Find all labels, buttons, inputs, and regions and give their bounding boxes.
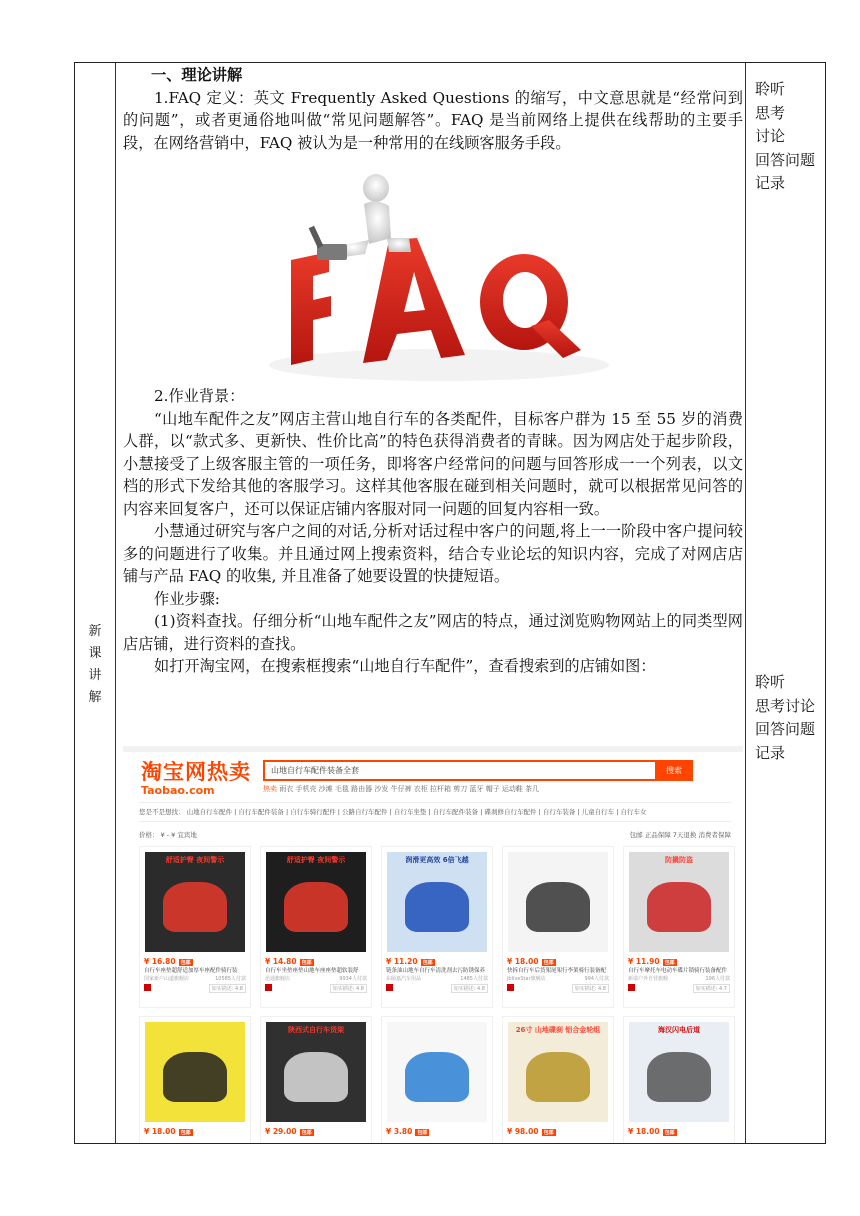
- price-tag: 包邮: [664, 1130, 675, 1136]
- product-price: [140, 1127, 250, 1136]
- product-title[interactable]: 自行车摩托车电动车碟片锁骑行装备配件: [628, 968, 728, 974]
- price-filter[interactable]: 价格： ¥ - ¥ 宜宾地: [139, 831, 197, 839]
- rating-select[interactable]: 如实描述: 4.7: [693, 984, 730, 993]
- product-image[interactable]: [145, 1022, 245, 1122]
- faq-figure-icon: [269, 160, 609, 382]
- activity-list-top: [755, 78, 821, 196]
- product-rating: [503, 983, 613, 995]
- product-shape: [647, 882, 711, 932]
- price-tag: 包邮: [301, 1130, 312, 1136]
- lesson-table: [74, 62, 826, 1144]
- activity-item: 聆听: [755, 673, 786, 691]
- sales-count: 9934人付款: [339, 976, 367, 982]
- product-shape: [647, 1052, 711, 1102]
- product-title[interactable]: 自行车坐垫座垫山地车座座垫超软装舒: [265, 968, 359, 974]
- price-tag: 包邮: [422, 960, 433, 966]
- tmall-icon: [144, 984, 151, 991]
- product-card[interactable]: [139, 846, 251, 1008]
- activity-item: 聆听: [755, 80, 786, 98]
- product-image[interactable]: [266, 852, 366, 952]
- step-1-example: 如打开淘宝网，在搜索框搜索“山地自行车配件”，查看搜索到的店铺如图：: [154, 657, 656, 675]
- search-input[interactable]: 山地自行车配件装备全套: [263, 760, 663, 781]
- product-price: [140, 957, 250, 966]
- product-shape: [163, 1052, 227, 1102]
- product-title[interactable]: 快拆自行车后货架尾架行李架骑行装备配: [507, 968, 607, 974]
- product-rating: [382, 983, 492, 995]
- taobao-logo: [141, 756, 251, 797]
- product-rating: [140, 983, 250, 995]
- product-banner: 舒适护臀 夜间警示: [165, 856, 225, 864]
- price-value: ¥ 18.00: [144, 1127, 176, 1136]
- product-shape: [526, 1052, 590, 1102]
- price-tag: 包邮: [417, 1130, 428, 1136]
- shop-name[interactable]: 新瑞户外自营旗舰: [628, 976, 669, 982]
- tmall-icon: [386, 984, 393, 991]
- product-card[interactable]: [381, 846, 493, 1008]
- rating-select[interactable]: 如实描述: 4.8: [451, 984, 488, 993]
- product-shop[interactable]: [140, 974, 250, 983]
- section-title: 一、理论讲解: [151, 66, 243, 84]
- search-button[interactable]: 搜索: [655, 760, 693, 781]
- product-card[interactable]: [139, 1016, 251, 1142]
- price-value: ¥ 3.80: [386, 1127, 413, 1136]
- category-suggestions[interactable]: 您是不是想找： 山地自行车配件 | 自行车配件装备 | 自行车骑行配件 | 公路自行车配件 | 自行车坐垫 | 自行车配件装备 | 碟刹修自行车配件 | 自行车装备 | 儿童自行车 | 自行车女: [139, 802, 731, 822]
- faq-definition-paragraph: 1.FAQ 定义：英文 Frequently Asked Questions 的缩写，中文意思就是“经常问到的问题”，或者更通俗地叫做“常见问题解答”。FAQ 是当前网络上提供在线帮助的主要手段，在网络营销中，FAQ 被认为是一种常用的在线顾客服务手段。: [123, 88, 743, 152]
- section-label: [75, 621, 115, 709]
- activity-item: 记录: [755, 743, 786, 762]
- product-image[interactable]: [508, 1022, 608, 1122]
- shop-name[interactable]: jbliveStar旗舰店: [507, 976, 546, 982]
- product-shop[interactable]: [382, 974, 492, 983]
- tmall-icon: [628, 984, 635, 991]
- price-value: ¥ 18.00: [507, 957, 539, 966]
- price-tag: 包邮: [664, 960, 675, 966]
- product-shape: [405, 882, 469, 932]
- price-tag: 包邮: [180, 960, 191, 966]
- product-shape: [405, 1052, 469, 1102]
- product-card[interactable]: [502, 1016, 614, 1142]
- price-value: ¥ 11.90: [628, 957, 660, 966]
- product-banner: 海汉闪电后道: [658, 1026, 700, 1034]
- product-price: [624, 1127, 734, 1136]
- sales-count: 994人付款: [584, 976, 609, 982]
- service-filters[interactable]: 包邮 正品保障 7天退换 消费者保障: [629, 831, 731, 839]
- product-shop[interactable]: [624, 974, 734, 983]
- tmall-icon: [265, 984, 272, 991]
- product-price: [624, 957, 734, 966]
- label-char: 新: [88, 624, 102, 639]
- price-value: ¥ 14.80: [265, 957, 297, 966]
- product-card[interactable]: [502, 846, 614, 1008]
- label-char: 课: [88, 646, 102, 661]
- product-title[interactable]: 链条油山地车自行车清洗剂去污防锈保养: [386, 968, 486, 974]
- product-card[interactable]: [623, 1016, 735, 1142]
- activity-item: 思考: [755, 103, 786, 122]
- product-banner: 舒适护臀 夜间警示: [286, 856, 346, 864]
- sales-count: 1485人付款: [460, 976, 488, 982]
- product-banner: 陕西式自行车货架: [288, 1026, 344, 1034]
- hot-links[interactable]: 雨衣 手机壳 沙滩 毛毯 路由器 沙发 牛仔裤 衣柜 拉杆箱 剪刀 蓝牙 帽子 运动鞋 茶几: [279, 785, 540, 793]
- step-1-paragraph: (1)资料查找。仔细分析“山地车配件之友”网店的特点，通过浏览购物网站上的同类型网店店铺，进行资料的查找。: [123, 612, 743, 653]
- price-value: ¥ 98.00: [507, 1127, 539, 1136]
- product-card[interactable]: [260, 846, 372, 1008]
- product-card[interactable]: [381, 1016, 493, 1142]
- price-tag: 包邮: [543, 1130, 554, 1136]
- product-shape: [526, 882, 590, 932]
- price-value: ¥ 11.20: [386, 957, 418, 966]
- product-image[interactable]: [145, 852, 245, 952]
- product-price: [261, 957, 371, 966]
- product-shop[interactable]: [503, 974, 613, 983]
- top-bar: [123, 746, 743, 752]
- steps-title: 作业步骤:: [154, 589, 220, 608]
- logo-subtext: Taobao.com: [141, 784, 215, 797]
- product-shape: [284, 1052, 348, 1102]
- price-value: ¥ 29.00: [265, 1127, 297, 1136]
- hot-label: 热卖: [263, 785, 277, 793]
- collection-paragraph: 小慧通过研究与客户之间的对话,分析对话过程中客户的问题,将上一一阶段中客户提问较多的问题进行了收集。并且通过网上搜索资料，结合专业论坛的知识内容，完成了对网店店铺与产品 FAQ 的收集, 并且准备了她要设置的快捷短语。: [123, 522, 743, 585]
- lesson-content: [123, 63, 743, 678]
- product-card[interactable]: [623, 846, 735, 1008]
- sales-count: 196人付款: [705, 976, 730, 982]
- product-title[interactable]: 自行车座垫超舒适加厚车座配件骑行装: [144, 968, 238, 974]
- product-image[interactable]: [266, 1022, 366, 1122]
- price-value: ¥ 18.00: [628, 1127, 660, 1136]
- product-price: [503, 1127, 613, 1136]
- background-paragraph: “山地车配件之友”网店主营山地自行车的各类配件，目标客户群为 15 至 55 岁的消费人群，以“款式多、更新快、性价比高”的特色获得消费者的青睐。因为网店处于起步阶段，小慧接受了上级客服主管的一项任务，即将客户经常问的问题与回答形成一一个列表，以文档的形式下发给其他的客服学习。这样其他客服在碰到相关问题时，就可以根据常见问答的内容来回复客户，还可以保证店铺内客服对同一问题的回复内容相一致。: [123, 409, 743, 518]
- product-shape: [284, 882, 348, 932]
- price-value: ¥ 16.80: [144, 957, 176, 966]
- column-divider: [745, 63, 746, 1143]
- product-banner: 26寸 山地碟刹 铝合金轮组: [515, 1026, 601, 1034]
- product-price: [261, 1127, 371, 1136]
- background-title: 2.作业背景：: [154, 387, 245, 405]
- product-banner: 润滑更高效 6倍飞越: [405, 856, 469, 864]
- filter-bar: [139, 828, 731, 842]
- label-char: 讲: [88, 668, 102, 683]
- rating-select[interactable]: 如实描述: 4.8: [330, 984, 367, 993]
- hot-searches: [263, 784, 539, 794]
- svg-text:FAQ: FAQ: [437, 285, 441, 286]
- product-price: [503, 957, 613, 966]
- product-price: [382, 957, 492, 966]
- activity-item: 讨论: [755, 127, 786, 145]
- price-tag: 包邮: [301, 960, 312, 966]
- rating-select[interactable]: 如实描述: 4.8: [209, 984, 246, 993]
- shop-name[interactable]: 东硕嘉汽车用品: [386, 976, 422, 982]
- product-image[interactable]: [629, 852, 729, 952]
- column-divider: [115, 63, 116, 1143]
- activity-item: 思考讨论: [755, 696, 816, 715]
- product-shop[interactable]: [261, 974, 371, 983]
- activity-item: 记录: [755, 174, 786, 192]
- product-rating: [624, 983, 734, 995]
- product-rating: [261, 983, 371, 995]
- activity-item: 回答问题: [755, 150, 816, 169]
- shop-name[interactable]: 国家新户山道旗舰店: [144, 976, 190, 982]
- sales-count: 10585人付款: [215, 976, 246, 982]
- logo-text: 淘宝网热卖: [141, 760, 251, 784]
- tmall-icon: [507, 984, 514, 991]
- product-image[interactable]: [387, 852, 487, 952]
- price-tag: 包邮: [180, 1130, 191, 1136]
- shop-name[interactable]: 迅通旗舰店: [265, 976, 291, 982]
- product-price: [382, 1127, 492, 1136]
- activity-item: 回答问题: [755, 720, 816, 738]
- rating-select[interactable]: 如实描述: 4.8: [572, 984, 609, 993]
- product-banner: 防撬防盗: [665, 856, 693, 864]
- product-image[interactable]: [508, 852, 608, 952]
- product-shape: [163, 882, 227, 932]
- faq-illustration: [269, 160, 609, 382]
- price-tag: 包邮: [543, 960, 554, 966]
- product-image[interactable]: [629, 1022, 729, 1122]
- activity-list-bottom: [755, 671, 821, 765]
- product-image[interactable]: [387, 1022, 487, 1122]
- product-card[interactable]: [260, 1016, 372, 1142]
- taobao-screenshot: [123, 746, 743, 1142]
- label-char: 解: [88, 690, 102, 705]
